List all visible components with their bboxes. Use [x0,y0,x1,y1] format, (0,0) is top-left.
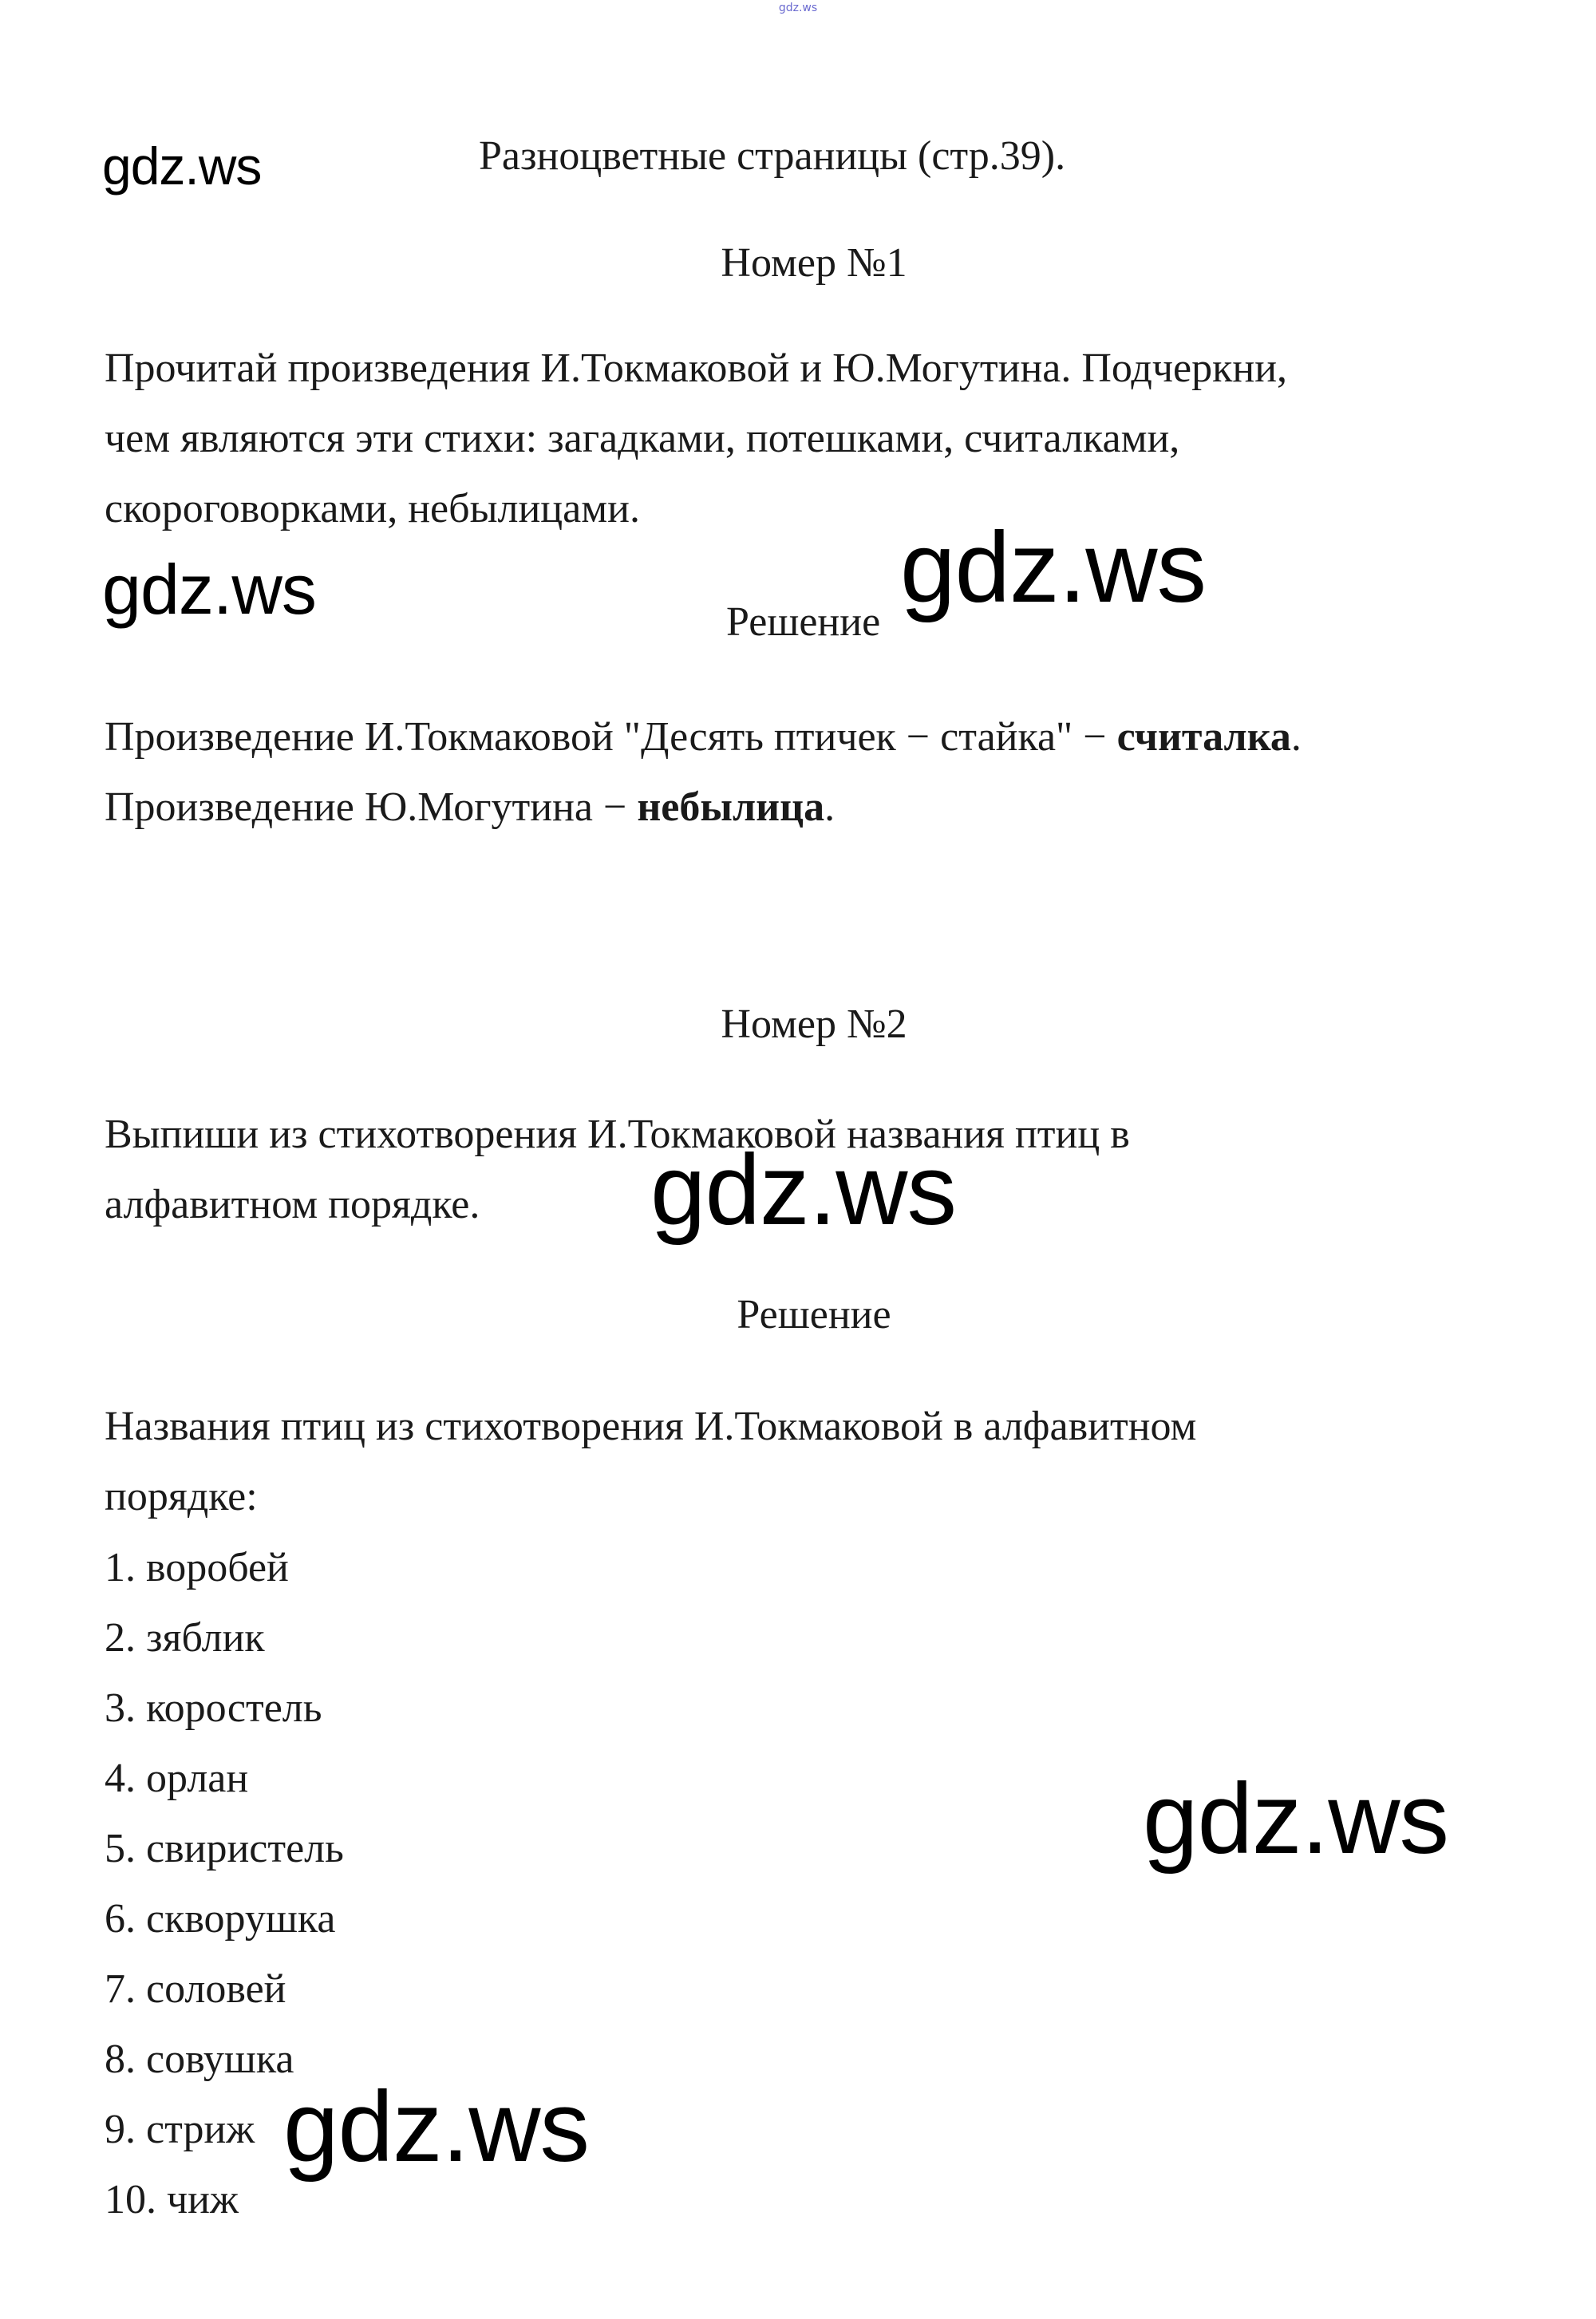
watermark-right: gdz.ws [1143,1764,1449,1875]
task1-solution-label: Решение [726,599,881,645]
list-item: 2. зяблик [105,1615,265,1661]
list-item: 1. воробей [105,1545,289,1590]
page-title: Разноцветные страницы (стр.39). [479,133,1066,179]
watermark-center-1: gdz.ws [900,512,1207,623]
watermark-top-left: gdz.ws [102,136,262,196]
answer-fable-bold: небылица [637,784,825,830]
answer-considerable-bold: считалка [1116,714,1291,760]
list-item: 10. чиж [105,2177,239,2222]
task1-question-line-1: Прочитай произведения И.Токмаковой и Ю.Могутина. Подчеркни, [105,346,1288,391]
task2-answer-line-1: Названия птиц из стихотворения И.Токмаковой в алфавитном [105,1404,1197,1449]
task2-question-line-1: Выпиши из стихотворения И.Токмаковой названия птиц в [105,1112,1130,1157]
task2-answer-line-2: порядке: [105,1474,258,1519]
task1-question-line-3: скороговорками, небылицами. [105,486,640,531]
task1-answer-line-2: Произведение Ю.Могутина − небылица. [105,784,836,830]
task2-heading: Номер №2 [721,1001,907,1047]
list-item: 4. орлан [105,1756,249,1801]
task1-question-line-2: чем являются эти стихи: загадками, потешками, считалками, [105,416,1180,461]
list-item: 9. стриж [105,2107,255,2152]
watermark-left-mid: gdz.ws [102,550,316,629]
list-item: 8. совушка [105,2037,294,2082]
task2-solution-label: Решение [737,1292,891,1337]
header-watermark: gdz.ws [778,2,818,14]
watermark-center-2: gdz.ws [650,1135,957,1246]
list-item: 6. скворушка [105,1896,336,1942]
task1-answer-line-1: Произведение И.Токмаковой "Десять птичек − стайка" − считалка. [105,714,1302,760]
task2-question-line-2: алфавитном порядке. [105,1182,480,1227]
task1-heading: Номер №1 [721,240,907,286]
list-item: 3. коростель [105,1685,322,1731]
list-item: 7. соловей [105,1966,286,2012]
watermark-bottom: gdz.ws [283,2072,590,2183]
list-item: 5. свиристель [105,1826,344,1871]
